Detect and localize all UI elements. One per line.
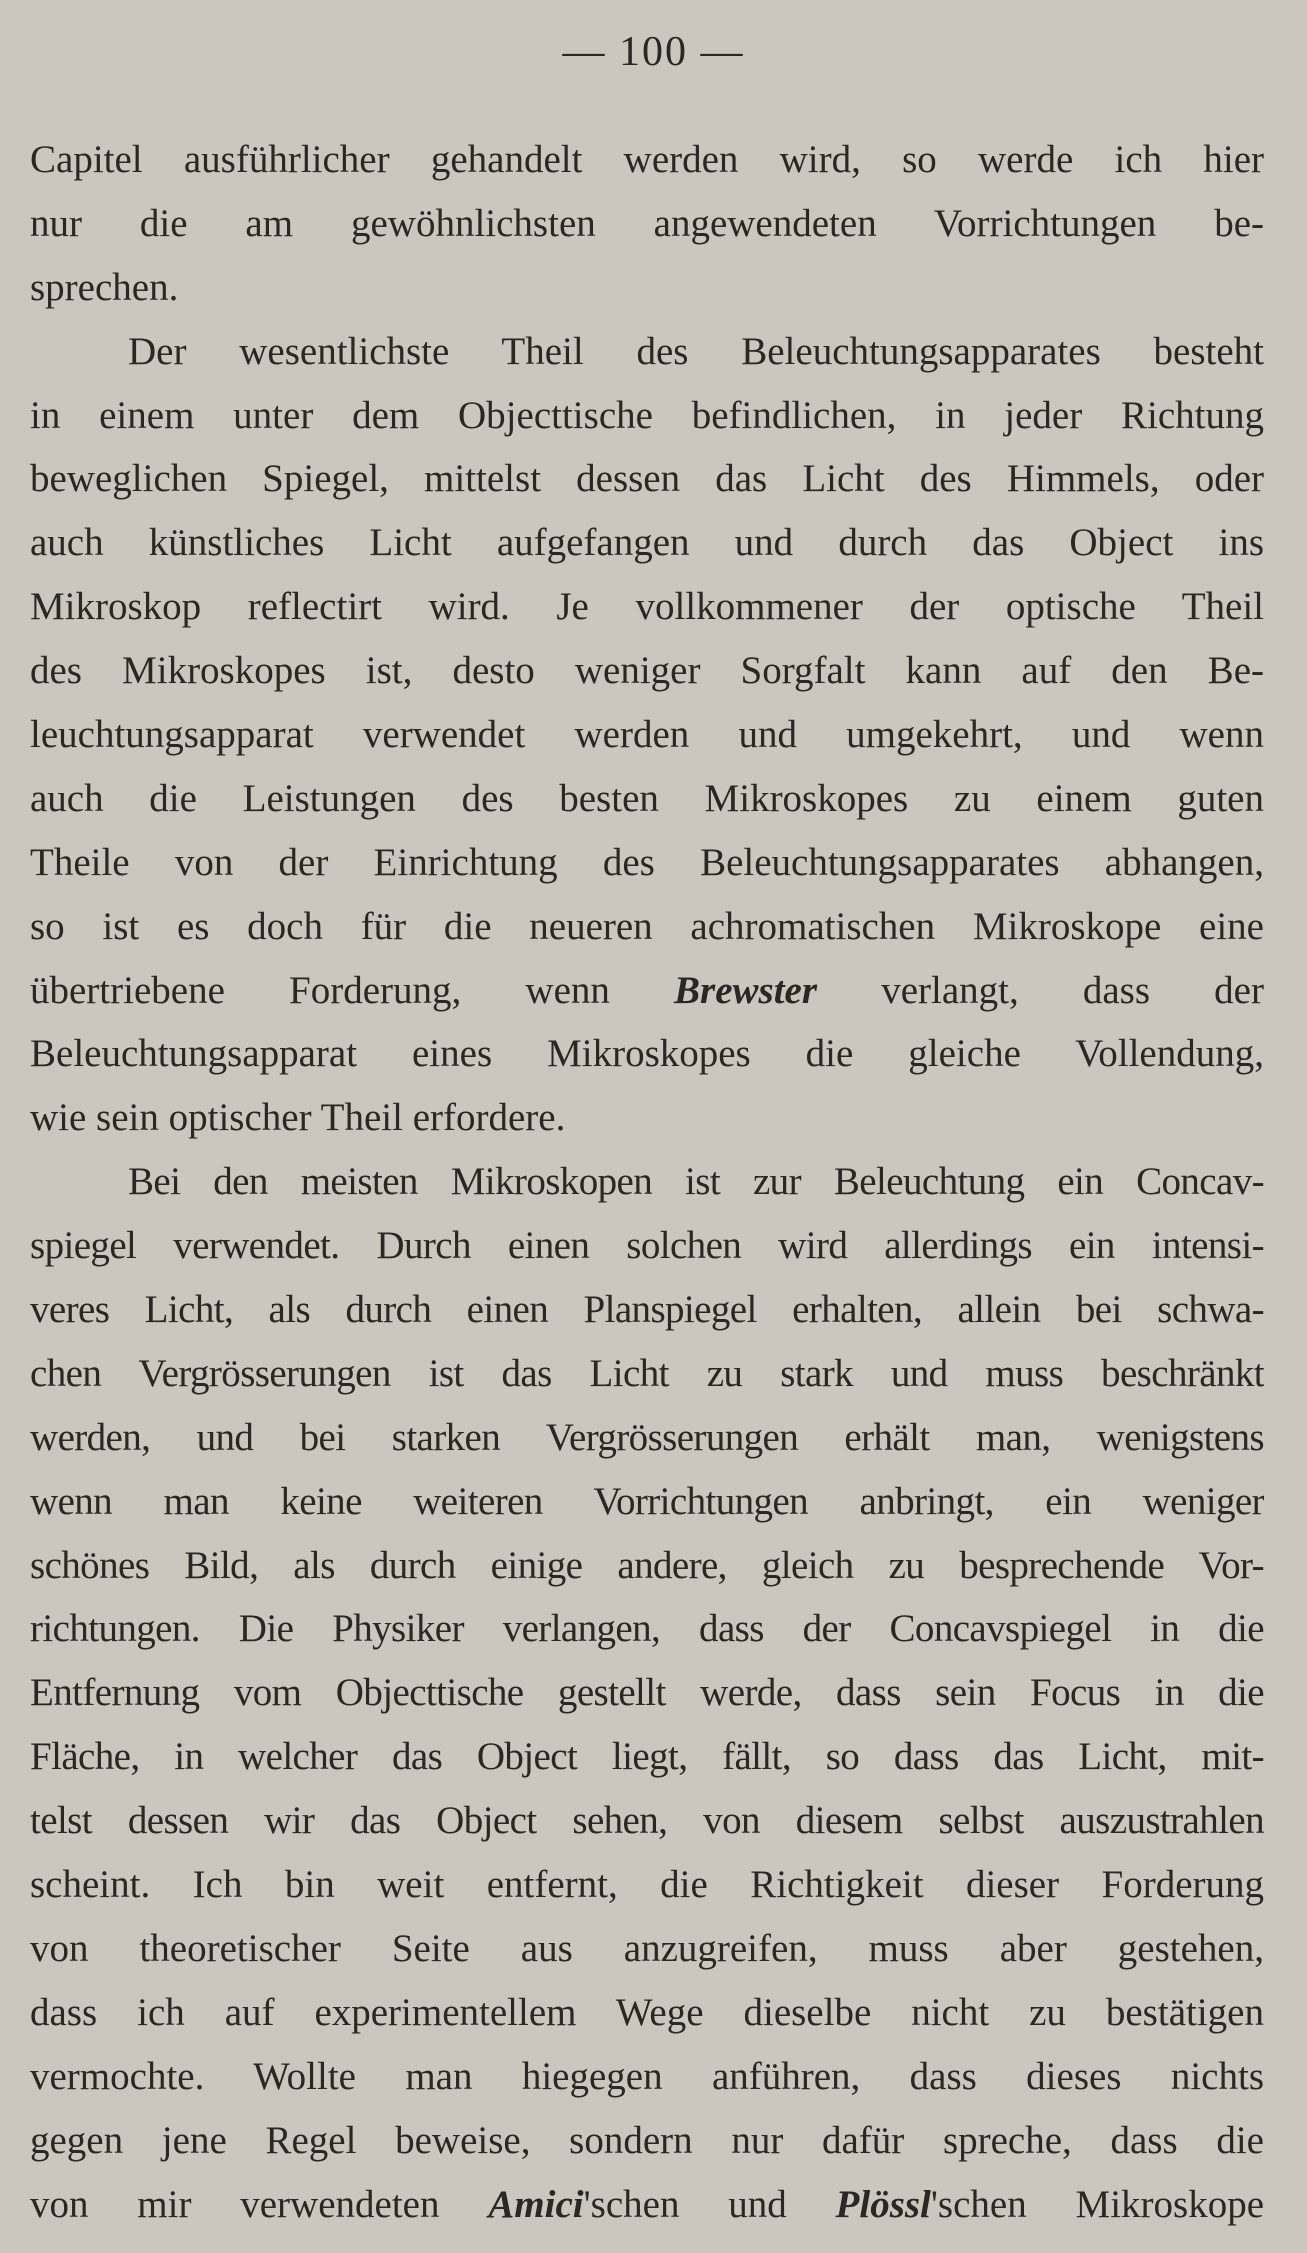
text-line: in einem unter dem Objecttische befindlichen, in jeder Richtung xyxy=(30,393,1264,437)
text-line: so ist es doch für die neueren achromatischen Mikroskope eine xyxy=(30,904,1264,948)
text-line: veres Licht, als durch einen Planspiegel erhalten, allein bei schwa- xyxy=(30,1288,1264,1332)
text-line: gegen jene Regel beweise, sondern nur dafür spreche, dass die xyxy=(30,2118,1264,2162)
body-text xyxy=(30,128,1264,2236)
text-fragment: 'schen Mikroskope xyxy=(930,2182,1264,2226)
text-line: leuchtungsapparat verwendet werden und umgekehrt, und wenn xyxy=(30,713,1264,757)
text-line: dass ich auf experimentellem Wege dieselbe nicht zu bestätigen xyxy=(30,1990,1264,2034)
text-line: nur die am gewöhnlichsten angewendeten Vorrichtungen be- xyxy=(30,201,1264,245)
text-line: telst dessen wir das Object sehen, von diesem selbst auszustrahlen xyxy=(30,1799,1264,1843)
text-line: des Mikroskopes ist, desto weniger Sorgfalt kann auf den Be- xyxy=(30,649,1264,693)
text-line: wenn man keine weiteren Vorrichtungen anbringt, ein weniger xyxy=(30,1479,1264,1523)
text-line: auch künstliches Licht aufgefangen und durch das Object ins xyxy=(30,521,1264,565)
text-line: auch die Leistungen des besten Mikroskopes zu einem guten xyxy=(30,776,1264,820)
text-line: Beleuchtungsapparat eines Mikroskopes die gleiche Vollendung, xyxy=(30,1032,1264,1076)
author-name-brewster: Brewster xyxy=(674,968,818,1012)
author-name-amici: Amici xyxy=(488,2182,584,2226)
text-line: vermochte. Wollte man hiegegen anführen, dass dieses nichts xyxy=(30,2054,1264,2098)
text-line: chen Vergrösserungen ist das Licht zu stark und muss beschränkt xyxy=(30,1351,1264,1395)
text-line: Fläche, in welcher das Object liegt, fällt, so dass das Licht, mit- xyxy=(30,1735,1264,1779)
text-line: spiegel verwendet. Durch einen solchen wird allerdings ein intensi- xyxy=(30,1224,1264,1268)
paragraph-first-line: Der wesentlichste Theil des Beleuchtungsapparates besteht xyxy=(128,329,1264,373)
text-line xyxy=(30,2173,1264,2237)
text-line: Theile von der Einrichtung des Beleuchtungsapparates abhangen, xyxy=(30,840,1264,884)
text-line: wie sein optischer Theil erfordere. xyxy=(30,1096,566,1140)
text-fragment: übertriebene Forderung, wenn xyxy=(30,968,675,1012)
text-fragment: 'schen und xyxy=(583,2182,836,2226)
text-line: schönes Bild, als durch einige andere, gleich zu besprechende Vor- xyxy=(30,1543,1264,1587)
text-line: Mikroskop reflectirt wird. Je vollkommener der optische Theil xyxy=(30,585,1264,629)
text-line: Entfernung vom Objecttische gestellt werde, dass sein Focus in die xyxy=(30,1671,1264,1715)
page-number: — 100 — xyxy=(562,29,745,75)
author-name-ploessl: Plössl xyxy=(835,2182,931,2226)
text-line: von theoretischer Seite aus anzugreifen, muss aber gestehen, xyxy=(30,1926,1264,1970)
text-line: scheint. Ich bin weit entfernt, die Richtigkeit dieser Forderung xyxy=(30,1863,1264,1907)
text-fragment: verlangt, dass der xyxy=(817,968,1264,1012)
text-line: werden, und bei starken Vergrösserungen erhält man, wenigstens xyxy=(30,1415,1264,1459)
text-line: beweglichen Spiegel, mittelst dessen das Licht des Himmels, oder xyxy=(30,457,1264,501)
text-line: richtungen. Die Physiker verlangen, dass der Concavspiegel in die xyxy=(30,1607,1264,1651)
text-line xyxy=(30,959,1264,1023)
paragraph-first-line: Bei den meisten Mikroskopen ist zur Beleuchtung ein Concav- xyxy=(128,1160,1264,1204)
text-line: Capitel ausführlicher gehandelt werden wird, so werde ich hier xyxy=(30,138,1264,181)
text-line: sprechen. xyxy=(30,265,179,309)
text-fragment: von mir verwendeten xyxy=(30,2182,489,2226)
